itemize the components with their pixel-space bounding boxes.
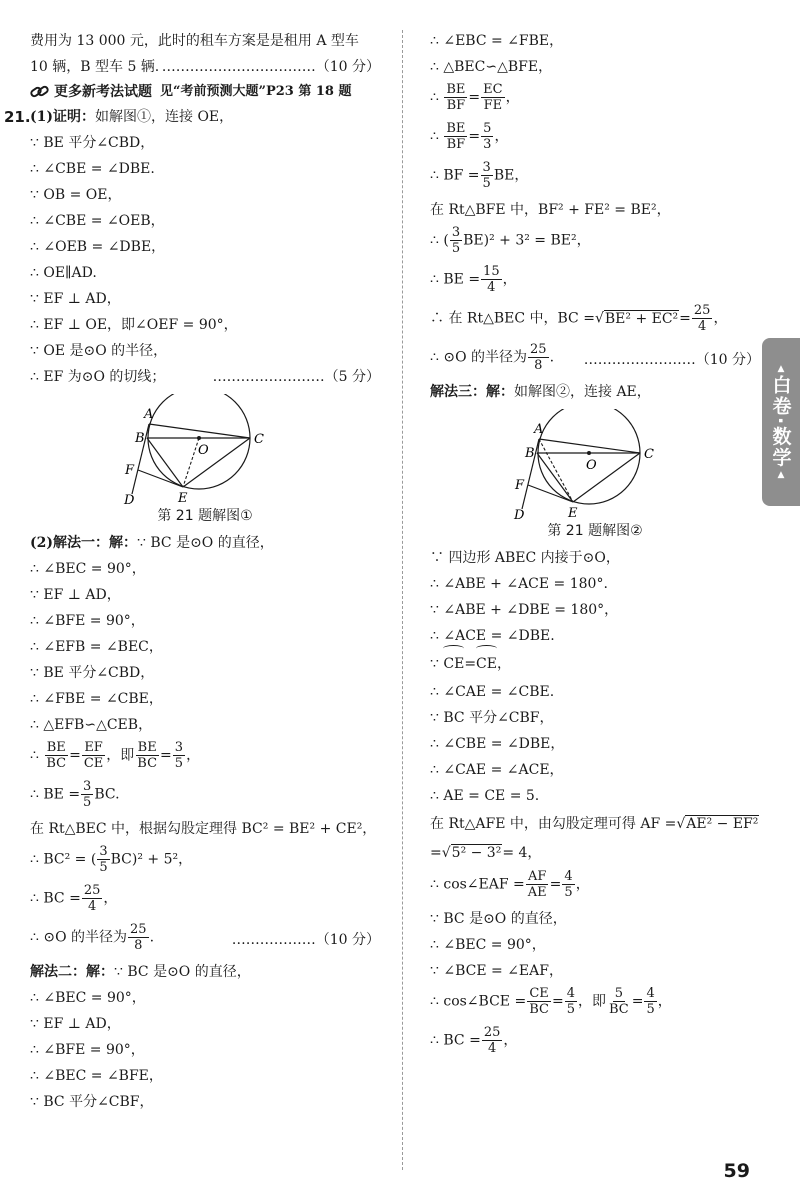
step: ∵ OE 是⊙O 的半径， xyxy=(30,343,168,359)
af-line: 在 Rt△AFE 中，由勾股定理可得 AF =√AE² − EF² xyxy=(430,816,759,832)
denominator: FE xyxy=(483,98,503,113)
be-line xyxy=(30,777,380,816)
side-tab[interactable] xyxy=(762,338,800,506)
fraction xyxy=(450,225,462,256)
fraction xyxy=(565,986,577,1017)
point-label: E xyxy=(568,506,578,521)
point-label: O xyxy=(198,443,209,458)
step: ∵ EF ⊥ AD， xyxy=(30,1016,121,1032)
text: ∵ BC 是⊙O 的直径， xyxy=(114,964,251,980)
bc-line xyxy=(30,881,380,920)
point-label: B xyxy=(525,446,535,461)
figure-caption: 第 21 题解图① xyxy=(157,508,253,524)
text: 如解图②，连接 AE， xyxy=(514,384,651,400)
fraction xyxy=(82,883,103,914)
text: ∵ BC 是⊙O 的直径， xyxy=(137,535,274,551)
fraction xyxy=(128,922,149,953)
equals: = xyxy=(468,128,481,145)
denominator: BF xyxy=(446,137,466,152)
denominator: BF xyxy=(446,98,466,113)
because: ∵ xyxy=(430,656,439,672)
step: ∵ BE 平分∠CBD， xyxy=(30,665,155,681)
bf-line xyxy=(430,158,760,197)
fraction xyxy=(481,82,504,113)
step: ∴ ∠ACE = ∠DBE. xyxy=(430,628,555,644)
equals: = xyxy=(468,89,481,106)
text: ， xyxy=(502,271,517,288)
denominator: BC xyxy=(529,1002,549,1017)
fraction xyxy=(81,779,93,810)
sqrt: 5² − 3² xyxy=(451,845,502,861)
point-label: C xyxy=(644,447,654,462)
fraction xyxy=(97,844,109,875)
text-line xyxy=(430,379,760,405)
fraction xyxy=(528,342,549,373)
step: ∴ ∠BEC = 90°， xyxy=(30,990,146,1006)
text: ∴ BC = xyxy=(430,1032,481,1049)
step: ∵ ∠BCE = ∠EAF， xyxy=(430,963,563,979)
denominator: BC xyxy=(608,1002,629,1017)
fraction xyxy=(82,740,105,771)
step: ∴ ∠EFB = ∠BEC， xyxy=(30,639,163,655)
text: BC. xyxy=(94,786,120,803)
point-label: B xyxy=(135,431,145,446)
denominator: 3 xyxy=(483,137,492,152)
fraction xyxy=(482,1025,503,1056)
denominator: 5 xyxy=(564,885,573,900)
be-line xyxy=(430,262,760,301)
text: . xyxy=(549,349,555,366)
text: ∴ EF 为⊙O 的切线； xyxy=(30,369,166,385)
text: ∴ BC = xyxy=(30,890,81,907)
fraction xyxy=(562,869,574,900)
denominator: 4 xyxy=(487,1041,497,1056)
side-tab-label: 白卷·数学 xyxy=(769,375,792,469)
text: ∴ cos∠EAF = xyxy=(430,876,525,893)
step: ∵ EF ⊥ AD， xyxy=(30,291,121,307)
text: ∴ ⊙O 的半径为 xyxy=(30,929,128,946)
score: ………………（10 分） xyxy=(231,932,380,948)
score: ……………………（10 分） xyxy=(583,352,760,368)
step: ∴ ∠FBE = ∠CBE， xyxy=(30,691,163,707)
numerator: 4 xyxy=(646,986,655,1001)
step: ∴ OE∥AD. xyxy=(30,265,97,281)
text: 在 Rt△AFE 中，由勾股定理可得 AF = xyxy=(430,816,677,832)
denominator: 4 xyxy=(698,319,707,334)
equals: = xyxy=(551,993,564,1010)
text: . xyxy=(149,929,155,946)
eq2-line xyxy=(430,223,760,262)
score: ……………………（5 分） xyxy=(212,369,380,385)
question-number: 21. xyxy=(4,108,31,126)
ratio-line: ∴ $\frac{BE}{BC}$ = $\frac{EF}{CE}$ ，即 $\frac{BE}{BC}$ = $\frac{3}{5}$ ， xyxy=(30,740,201,771)
denominator: 8 xyxy=(134,938,143,953)
fraction xyxy=(481,264,502,295)
denominator: 4 xyxy=(87,899,97,914)
numerator: 3 xyxy=(99,844,108,859)
numerator: EC xyxy=(483,82,503,97)
arc-ce: CE xyxy=(476,649,497,679)
denominator: 4 xyxy=(487,280,496,295)
text: ， xyxy=(575,876,590,893)
numerator: 25 xyxy=(693,303,711,318)
step: ∴ ∠CAE = ∠ACE， xyxy=(430,762,564,778)
text: ∴ 在 Rt△BEC 中，BC = xyxy=(430,310,595,327)
part-title: (1)证明： xyxy=(30,109,95,125)
text: BE)² + 3² = BE²， xyxy=(463,232,591,249)
circle-diagram-2 xyxy=(510,409,680,521)
text: ∴ ( xyxy=(430,232,449,249)
numerator: 3 xyxy=(482,160,491,175)
fraction xyxy=(526,869,549,900)
text: 如解图①，连接 OE， xyxy=(95,109,234,125)
step: ∵ 四边形 ABEC 内接于⊙O， xyxy=(430,550,620,566)
fraction xyxy=(44,740,68,771)
fraction xyxy=(481,121,493,152)
step: ∵ BC 平分∠CBF， xyxy=(30,1094,154,1110)
text-line xyxy=(30,959,380,985)
fraction xyxy=(644,986,656,1017)
fraction xyxy=(607,986,631,1017)
step: ∵ ∠ABE + ∠DBE = 180°， xyxy=(430,602,619,618)
ratio-line xyxy=(430,119,760,158)
step: ∴ ∠CAE = ∠CBE. xyxy=(430,684,555,700)
step: ∵ OB = OE， xyxy=(30,187,122,203)
text: BC)² + 5²， xyxy=(110,851,193,868)
arrow-down-icon: ▲ xyxy=(777,469,785,480)
numerator: 25 xyxy=(483,1025,501,1040)
fraction xyxy=(444,82,467,113)
point-label: A xyxy=(534,422,544,437)
text: ， xyxy=(494,128,509,145)
text: BE， xyxy=(493,167,529,184)
text-line xyxy=(30,364,380,390)
figure-caption: 第 21 题解图② xyxy=(547,523,643,539)
denominator: 5 xyxy=(646,1002,655,1017)
column-divider xyxy=(402,30,403,1170)
text: ，即 xyxy=(577,993,606,1010)
text: ∴ BC² = ( xyxy=(30,851,97,868)
text-line: 费用为 13 000 元，此时的租车方案是是租用 A 型车 xyxy=(30,33,359,49)
numerator: EF xyxy=(84,740,103,755)
numerator: 3 xyxy=(174,740,184,755)
point-label: A xyxy=(144,407,154,422)
header-title: 更多新考法试题 xyxy=(54,84,152,100)
step: ∵ EF ⊥ AD， xyxy=(30,587,121,603)
numerator: AF xyxy=(528,869,547,884)
point-label: O xyxy=(586,458,597,473)
cos1-line xyxy=(430,867,760,906)
step: ∴ ∠OEB = ∠DBE， xyxy=(30,239,166,255)
arc-ce: CE xyxy=(443,649,464,679)
therefore: ∴ xyxy=(430,128,439,145)
denominator: 5 xyxy=(451,241,461,256)
figure-2 xyxy=(430,409,760,541)
header-ref: 见“考前预测大题”P23 第 18 题 xyxy=(160,84,352,99)
numerator: CE xyxy=(529,986,549,1001)
radius-line xyxy=(430,340,760,379)
step: ∴ ∠CBE = ∠DBE， xyxy=(430,736,565,752)
text: ∴ BE = xyxy=(30,786,81,803)
step: ∴ ∠CBE = ∠DBE. xyxy=(30,161,155,177)
denominator: 5 xyxy=(174,756,184,771)
right-column xyxy=(430,28,760,1062)
step: 在 Rt△BEC 中，根据勾股定理得 BC² = BE² + CE²， xyxy=(30,821,377,837)
denominator: 5 xyxy=(482,176,491,191)
step: ∴ ∠CBE = ∠OEB， xyxy=(30,213,165,229)
text: ， xyxy=(103,890,118,907)
denominator: 5 xyxy=(566,1002,575,1017)
equals: = xyxy=(464,656,477,672)
equals: = xyxy=(631,993,644,1010)
method-title: 解法三：解： xyxy=(430,384,514,400)
step: ∴ ∠BEC = ∠BFE， xyxy=(30,1068,163,1084)
method-title: (2)解法一：解： xyxy=(30,535,137,551)
denominator: CE xyxy=(83,756,104,771)
numerator: 4 xyxy=(566,986,575,1001)
bc-final-line xyxy=(430,1023,760,1062)
point-label: F xyxy=(125,463,135,478)
circle-diagram-1 xyxy=(120,394,290,506)
denominator: BC xyxy=(46,756,67,771)
text: 10 辆，B 型车 5 辆. xyxy=(30,59,160,75)
step: ∵ BC 平分∠CBF， xyxy=(430,710,554,726)
numerator: BE xyxy=(446,82,466,97)
fraction xyxy=(527,986,551,1017)
fraction xyxy=(444,121,467,152)
text: ∴ BE = xyxy=(430,271,481,288)
text-line xyxy=(30,54,380,80)
denominator: 5 xyxy=(99,860,108,875)
text: ， xyxy=(503,1032,518,1049)
fraction xyxy=(173,740,185,771)
bc2-line xyxy=(30,842,380,881)
fraction xyxy=(481,160,493,191)
step: ∴ △BEC∽△BFE， xyxy=(430,59,553,75)
step: ∴ ∠EBC = ∠FBE， xyxy=(430,33,564,49)
step: 在 Rt△BFE 中，BF² + FE² = BE²， xyxy=(430,202,671,218)
text: ， xyxy=(496,656,511,672)
more-questions-header xyxy=(30,80,380,104)
denominator: BC xyxy=(137,756,158,771)
arc-line xyxy=(430,649,760,679)
step: ∴ ∠BEC = 90°， xyxy=(30,561,146,577)
point-label: E xyxy=(178,491,188,506)
denominator: 8 xyxy=(534,358,543,373)
point-label: D xyxy=(514,508,525,521)
step: ∴ AE = CE = 5. xyxy=(430,788,540,804)
text: ，即 xyxy=(106,747,135,764)
step: ∴ △EFB∽△CEB， xyxy=(30,717,153,733)
page-number: 59 xyxy=(723,1160,750,1182)
numerator: 15 xyxy=(483,264,500,279)
equals: = xyxy=(549,876,562,893)
figure-1 xyxy=(30,394,380,526)
numerator: 5 xyxy=(614,986,623,1001)
step: ∵ BC 是⊙O 的直径， xyxy=(430,911,567,927)
text: ∴ cos∠BCE = xyxy=(430,993,527,1010)
fraction xyxy=(135,740,159,771)
numerator: BE xyxy=(446,121,466,136)
left-column xyxy=(4,28,380,1115)
fraction xyxy=(692,303,713,334)
text-line xyxy=(4,104,380,130)
step: ∴ EF ⊥ OE，即∠OEF = 90°， xyxy=(30,317,238,333)
ratio-line xyxy=(430,80,760,119)
point-label: D xyxy=(124,493,135,506)
arrow-up-icon: ▲ xyxy=(777,364,785,375)
denominator: AE xyxy=(527,885,547,900)
text: = 4， xyxy=(502,845,542,861)
step: ∵ BE 平分∠CBD， xyxy=(30,135,155,151)
radius-line xyxy=(30,920,380,959)
step: ∴ ∠BEC = 90°， xyxy=(430,937,546,953)
numerator: 4 xyxy=(564,869,573,884)
step: ∴ ∠ABE + ∠ACE = 180°. xyxy=(430,576,608,592)
equals: = xyxy=(679,310,691,327)
text: ∴ ⊙O 的半径为 xyxy=(430,349,528,366)
text: ∴ BF = xyxy=(430,167,480,184)
numerator: 25 xyxy=(530,342,547,357)
link-icon xyxy=(30,83,50,101)
numerator: BE xyxy=(137,740,157,755)
af2-line: =√5² − 3²= 4， xyxy=(430,845,542,861)
numerator: 5 xyxy=(483,121,492,136)
text: ， xyxy=(505,89,520,106)
numerator: 25 xyxy=(130,922,147,937)
therefore: ∴ xyxy=(430,89,439,106)
numerator: 25 xyxy=(83,883,101,898)
numerator: BE xyxy=(46,740,66,755)
cos2-line xyxy=(430,984,760,1023)
equals: = xyxy=(430,845,442,861)
denominator: 5 xyxy=(83,795,92,810)
numerator: 3 xyxy=(451,225,461,240)
text: ， xyxy=(713,310,728,327)
text-line xyxy=(30,530,380,556)
step: ∴ ∠BFE = 90°， xyxy=(30,1042,145,1058)
point-label: C xyxy=(254,432,264,447)
method-title: 解法二：解： xyxy=(30,964,114,980)
score: ……………………………（10 分） xyxy=(161,59,380,75)
text: ， xyxy=(657,993,672,1010)
sqrt: BE² + EC² xyxy=(604,310,679,327)
numerator: 3 xyxy=(83,779,92,794)
step: ∴ ∠BFE = 90°， xyxy=(30,613,145,629)
sqrt: AE² − EF² xyxy=(686,816,759,832)
therefore: ∴ xyxy=(30,747,39,764)
point-label: F xyxy=(515,478,525,493)
bc-line: ∴ 在 Rt△BEC 中，BC =√BE² + EC²= $\frac{25}{4}$ ， xyxy=(430,303,728,334)
